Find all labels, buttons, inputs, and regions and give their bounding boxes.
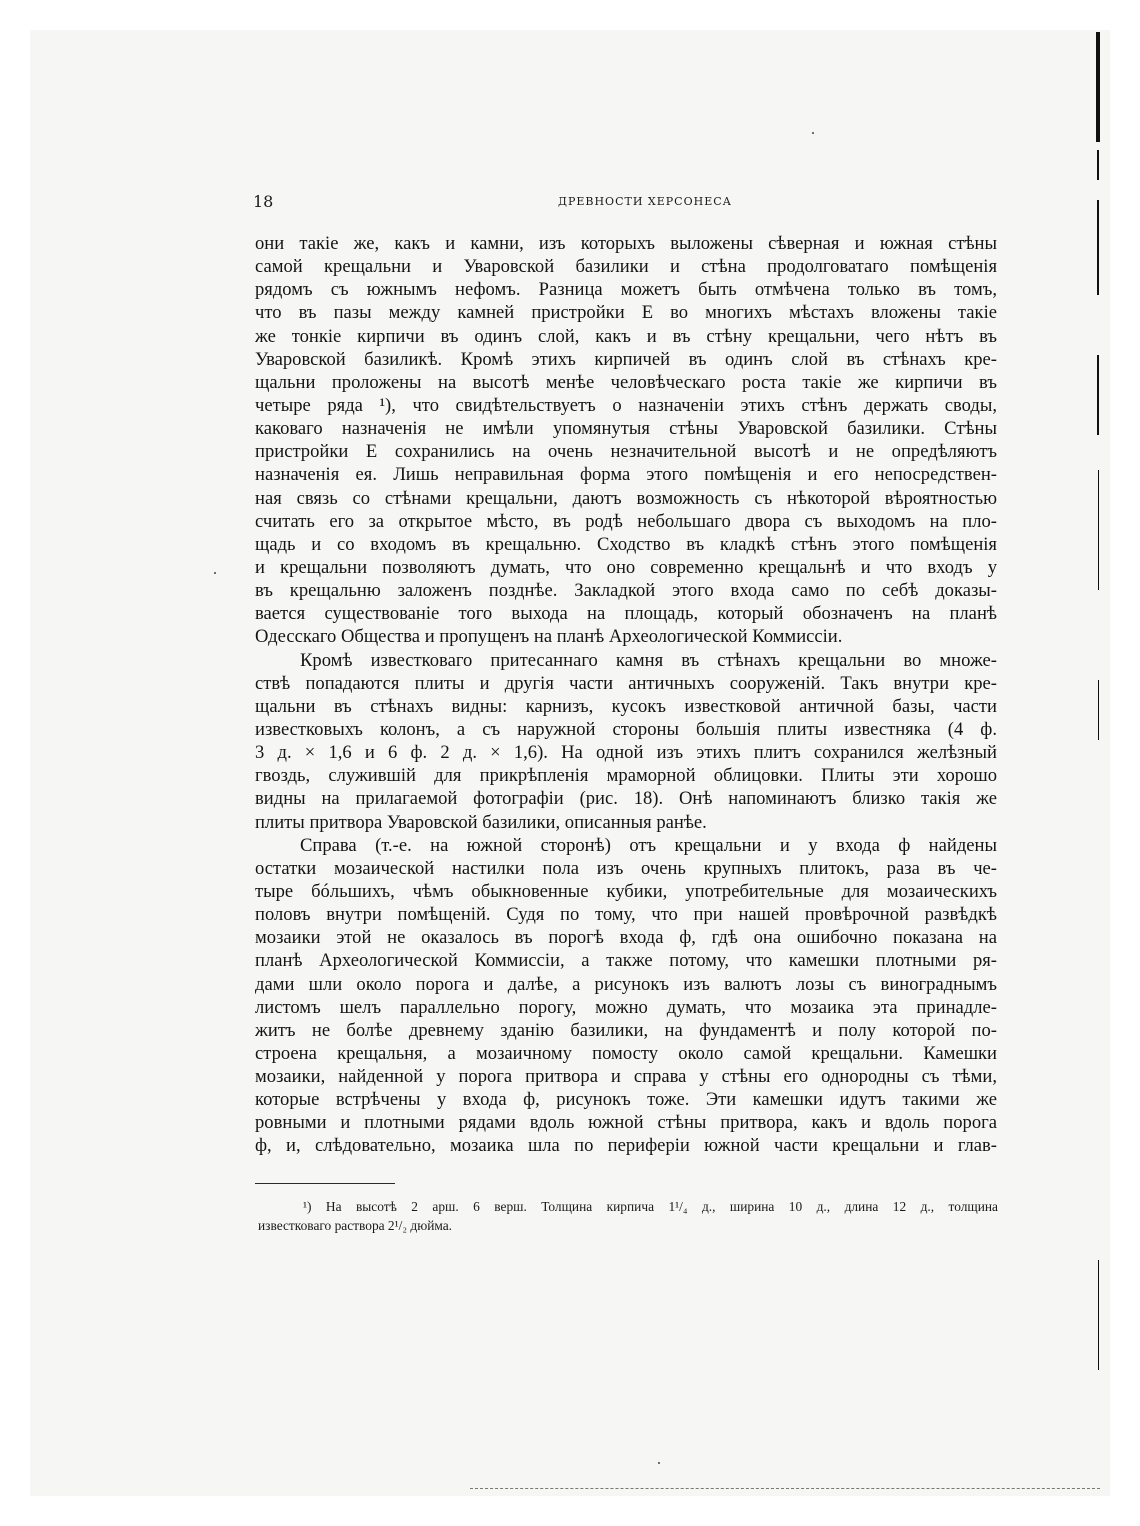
scan-bottom-edge [470, 1488, 1100, 1489]
body-line: считать его за открытое мѣсто, въ родѣ небольшаго двора съ выходомъ на пло- [255, 510, 997, 532]
body-line: назначенія ея. Лишь неправильная форма этого помѣщенія и его непосредствен- [255, 464, 997, 486]
body-line: плиты притвора Уваровской базилики, описанныя ранѣе. [255, 811, 707, 833]
body-line: пристройки E сохранились на очень незначительной высотѣ и не опредѣляютъ [255, 441, 997, 463]
body-line: остатки мозаической настилки пола изъ очень крупныхъ плитокъ, раза въ че- [255, 857, 997, 879]
body-line: вается существованіе того выхода на площадь, который обозначенъ на планѣ [255, 603, 997, 625]
scan-edge-mark [1098, 680, 1099, 740]
body-line: они такіе же, какъ и камни, изъ которыхъ выложены сѣверная и южная стѣны [255, 233, 997, 254]
body-text [255, 232, 997, 1158]
footnotes [258, 1197, 998, 1235]
page-number: 18 [253, 192, 274, 211]
body-line: житъ не болѣе древнему зданію базилики, на фундаментѣ и полу которой по- [255, 1019, 997, 1041]
body-line: Кромѣ известковаго притесаннаго камня въ стѣнахъ крещальни во множе- [300, 649, 997, 671]
body-line: ровными и плотными рядами вдоль южной стѣны притвора, какъ и вдоль порога [255, 1112, 997, 1134]
body-line: щальни въ стѣнахъ видны: карнизъ, кусокъ известковой античной базы, части [255, 695, 997, 717]
body-line: и крещальни позволяютъ думать, что оно современно крещальнѣ и что входъ y [255, 556, 997, 578]
scan-edge-mark [1098, 470, 1099, 590]
body-line: известковыхъ колонъ, а съ наружной стороны большія плиты известняка (4 ф. [255, 718, 997, 740]
body-line: дами шли около порога и далѣе, а рисунокъ изъ валютъ лозы съ винограднымъ [255, 973, 997, 995]
body-line: же тонкіе кирпичи въ одинъ слой, какъ и въ стѣну крещальни, чего нѣтъ въ [255, 325, 997, 347]
body-line: планѣ Археологической Коммиссіи, а также потому, что камешки плотными ря- [255, 950, 997, 972]
scan-speck [214, 572, 216, 574]
body-line: 3 д. × 1,6 и 6 ф. 2 д. × 1,6). На одной изъ этихъ плитъ сохранился желѣзный [255, 742, 997, 764]
scan-speck [812, 132, 814, 134]
body-line: въ крещальню заложенъ позднѣе. Закладкой этого входа само по себѣ доказы- [255, 580, 997, 602]
body-line: видны на прилагаемой фотографіи (рис. 18). Онѣ напоминаютъ близко такія же [255, 788, 997, 810]
body-line: самой крещальни и Уваровской базилики и стѣна продолговатаго помѣщенія [255, 256, 997, 278]
scan-edge-mark [1097, 355, 1099, 435]
footnote-line: известковаго раствора 2¹/₂ дюйма. [258, 1218, 453, 1233]
scan-speck [658, 1462, 660, 1464]
running-title: ДРЕВНОСТИ ХЕРСОНЕСА [558, 195, 732, 208]
body-line: ствѣ попадаются плиты и другія части античныхъ сооруженій. Такъ внутри кре- [255, 672, 997, 694]
body-line: что въ пазы между камней пристройки E во многихъ мѣстахъ вложены такіе [255, 302, 997, 324]
body-line: ная связь со стѣнами крещальни, даютъ возможность съ нѣкоторой вѣроятностью [255, 487, 997, 509]
body-line: которые встрѣчены у входа ф, рисунокъ тоже. Эти камешки идутъ такими же [255, 1089, 997, 1111]
body-line: рядомъ съ южнымъ нефомъ. Разница можетъ быть отмѣчена только въ томъ, [255, 279, 997, 301]
body-line: Справа (т.-е. на южной сторонѣ) отъ крещальни и у входа ф найдены [300, 834, 997, 856]
footnote-line: ¹) На высотѣ 2 арш. 6 верш. Толщина кирпича 1¹/₄ д., ширина 10 д., длина 12 д., толщина [303, 1199, 998, 1214]
footnote-rule [255, 1183, 395, 1184]
body-line: листомъ шелъ параллельно порогу, можно думать, что мозаика эта принадле- [255, 996, 997, 1018]
body-line: половъ внутри помѣщеній. Судя по тому, что при нашей провѣрочной развѣдкѣ [255, 904, 997, 926]
body-line: четыре ряда ¹), что свидѣтельствуетъ о назначеніи этихъ стѣнъ держать своды, [255, 394, 997, 416]
body-line: щальни проложены на высотѣ менѣе человѣческаго роста такіе же кирпичи въ [255, 371, 997, 393]
scan-edge-mark [1096, 32, 1100, 142]
body-line: мозаики, найденной у порога притвора и справа у стѣны его однородны съ тѣми, [255, 1066, 997, 1088]
body-line: гвоздь, служившій для прикрѣпленія мраморной облицовки. Плиты эти хорошо [255, 765, 997, 787]
body-line: Одесскаго Общества и пропущенъ на планѣ Археологической Коммиссіи. [255, 626, 843, 648]
body-line: строена крещальня, а мозаичному помосту около самой крещальни. Камешки [255, 1042, 997, 1064]
body-line: ф, и, слѣдовательно, мозаика шла по периферіи южной части крещальни и глав- [255, 1135, 997, 1157]
body-line: Уваровской базиликѣ. Кромѣ этихъ кирпичей въ одинъ слой въ стѣнахъ кре- [255, 348, 997, 370]
scan-edge-mark [1098, 1260, 1099, 1370]
body-line: щадь и со входомъ въ крещальню. Сходство въ кладкѣ стѣнъ этого помѣщенія [255, 533, 997, 555]
body-line: мозаики этой не оказалось въ порогѣ входа ф, гдѣ она ошибочно показана на [255, 927, 997, 949]
body-line: каковаго назначенія не имѣли упомянутыя стѣны Уваровской базилики. Стѣны [255, 418, 997, 440]
scan-edge-mark [1097, 200, 1099, 295]
scan-edge-mark [1097, 150, 1099, 180]
body-line: тыре бóльшихъ, чѣмъ обыкновенные кубики, употребительные для мозаическихъ [255, 880, 997, 902]
